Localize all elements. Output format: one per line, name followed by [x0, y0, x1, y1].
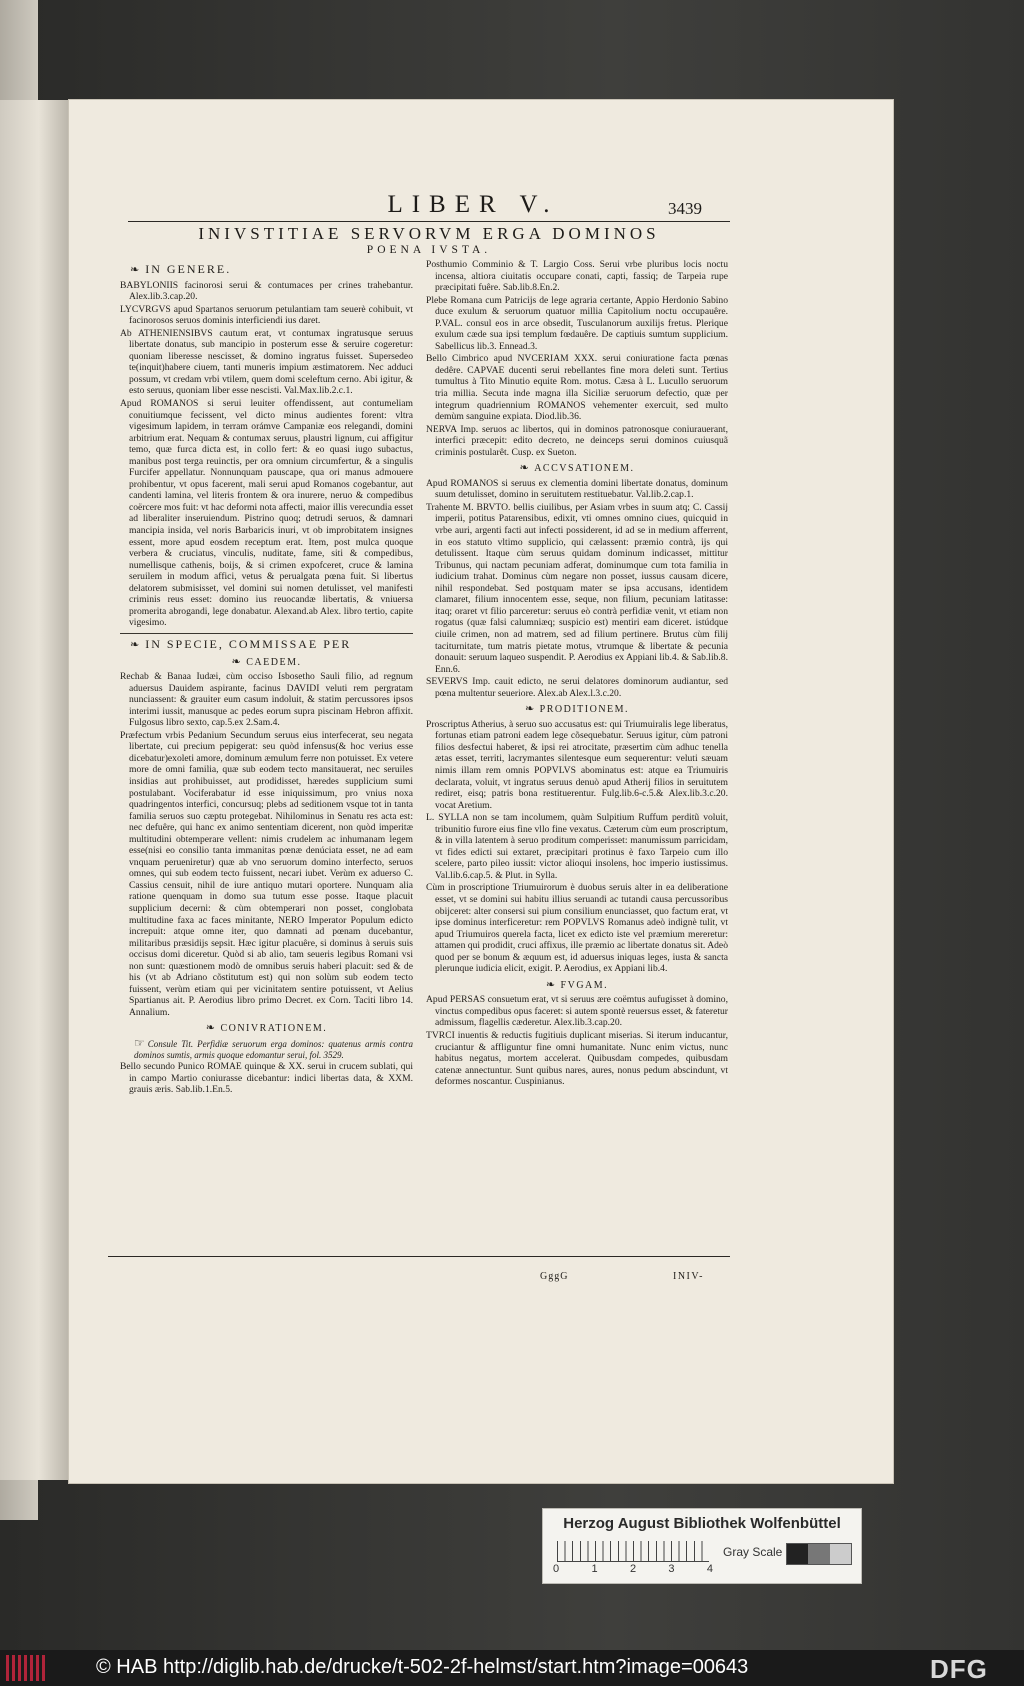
section-heading [120, 657, 413, 669]
running-title: LIBER V. [387, 191, 559, 218]
text-entry: Ab ATHENIENSIBVS cautum erat, vt contumax ingratusque seruus libertate donatus, sub mancipio in posterum esse & seruire cogeretur: quoniam liberesse nescisset, & domino ingratus fuisset. Supersedeo te(inquit)habere ciuem, tanti muneris impium æstimatorem. Nec adduci possum, vt credam vrbi vtilem, quem domi sceleftum cerno. Abi igitur, & esto seruus, quoniam liber esse nescisti. Val.Max.lib.2.c.1. [120, 327, 413, 397]
section-rule [120, 633, 413, 634]
header-rule [128, 221, 730, 222]
text-entry: Bello Cimbrico apud NVCERIAM XXX. serui coniuratione facta pœnas dedêre. CAPVAE ducenti serui rebellantes fine mora deleti sunt. Tertius tumultus à Tito Minutio equite Rom. motus. Cæsa à L. Lucullo seruorum tria millia. Secuta inde magna illa Siciliæ seruorum defectio, quæ per integrum quadriennium ROMANOS vehementer exercuit, sed multo demùm sanguine expiata. Diod.lib.36. [426, 353, 728, 423]
left-column [120, 259, 413, 1097]
text-entry: TVRCI inuentis & reductis fugitiuis duplicant miserias. Si iterum inducantur, cruciantur & affliguntur fine omni humanitate. Nunc enim victus, nunc habitus negatus, mortem accelerat. Quibusdam compedes, quibusdam catenæ annectuntur. Sunt quibus nares, aures, nonus pedum abscindunt, vt deformes noscantur. Cuspinianus. [426, 1030, 728, 1088]
text-entry: NERVA Imp. seruos ac libertos, qui in dominos patronosque coniurauerant, interfici præcepit: edito decreto, ne deinceps serui dominos cuiusquã criminis postularêt. Cusp. ex Sueton. [426, 423, 728, 458]
fleuron-icon: ❧ [519, 462, 531, 475]
gray-scale-swatches [786, 1543, 852, 1565]
cross-reference-text: Consule Tit. Perfidiæ seruorum erga dominos: quatenus armis contra dominos sumtis, armis quoque edomantur serui, fol. 3529. [134, 1039, 413, 1060]
scale-ruler [557, 1541, 709, 1562]
section-heading-text: IN SPECIE, COMMISSAE PER [145, 636, 352, 651]
ruler-number: 0 [553, 1563, 560, 1575]
section-heading [426, 980, 728, 992]
section-heading [426, 704, 728, 716]
gray-swatch-light [830, 1544, 851, 1564]
library-name: Herzog August Bibliothek Wolfenbüttel [563, 1515, 841, 1532]
ruler-numbers [553, 1563, 713, 1575]
text-entry: L. SYLLA non se tam incolumem, quàm Sulpitium Ruffum perditũ voluit, tribunitio furore eius fine vllo fine vexatus. Cæterum cùm eum proscriptum, & in villa latentem à seruo proditum comperisset: manumissum parricidam, vt fides edicti sui extaret, præcipitari protinus è faxo Tarpeio cum illo scelere, parto pileo iussit: victor alioqui insolens, hoc imperio iustissimus. Val.lib.6.cap.5. & Plut. in Sylla. [426, 812, 728, 881]
text-entry: Cùm in proscriptione Triumuirorum è duobus seruis alter in ea deliberatione esset, vt se domini sui habitu illius seruandi ac tutandi causa percussoribus obijceret: alter consersi sui pium consilium enunciasset, quo factum erat, vt ipse dominus interficeretur: rem POPVLVS Romanus adeò indignè tulit, vt apud Triumuiros querela facta, licet ex edicto iste vel præmium mereretur: attamen qui prodidit, cruci affixus, ille præmio ac libertate donatus sit. Adeò quod per se bonum & æquum est, id aduersus iniquas leges, iusta & sancta plerunque iudicia elicit, exigit. P. Aerodius, ex Appiani lib.4. [426, 882, 728, 975]
signature-mark: GggG [540, 1271, 569, 1282]
text-entry: SEVERVS Imp. cauit edicto, ne serui delatores dominorum audiantur, sed pœna multentur seueriore. Alex.ab Alex.l.3.c.20. [426, 676, 728, 699]
gray-swatch-dark [787, 1544, 808, 1564]
text-entry: Apud ROMANOS si seruus ex clementia domini libertate donatus, dominum suum detulisset, domino in seruitutem restituebatur. Val.lib.2.cap.1. [426, 477, 728, 501]
fleuron-icon: ❧ [524, 703, 536, 716]
viewer-footer [0, 1650, 1024, 1686]
text-entry: Rechab & Banaa Iudæi, cùm occiso Isbosetho Sauli filio, ad regnum aduersus Dauidem aspirante, facinus DAVIDI veluti rem pergratam nunciassent: & grauiter eum casum indoluit, & statim percussores ipsos interimi iussit, manusque ac pedes eorum supra piscinam Hebron affixit. Fulgosus libro sexto, cap.5.ex 2.Sam.4. [120, 671, 413, 729]
book-page [68, 99, 894, 1484]
section-heading-text: IN GENERE. [145, 262, 232, 276]
fleuron-icon: ❧ [130, 638, 142, 651]
ruler-number: 1 [591, 1563, 598, 1575]
ruler-number: 2 [629, 1563, 637, 1575]
section-heading [426, 463, 728, 475]
ruler-number: 3 [668, 1563, 675, 1575]
footer-rule [108, 1256, 730, 1257]
section-heading-text: FVGAM. [560, 979, 609, 991]
pointing-hand-icon: ☞ [134, 1036, 145, 1050]
gray-swatch-mid [808, 1544, 829, 1564]
chapter-subtitle: POENA IVSTA. [366, 244, 492, 256]
text-entry: Posthumio Comminio & T. Largio Coss. Serui vrbe pluribus locis noctu incensa, altiora ciuitatis occupare conati, capti, fassiq; de Tarpeia rupe præcipitati fuêre. Sab.lib.8.En.2. [426, 259, 728, 294]
section-heading-text: PRODITIONEM. [539, 704, 630, 716]
fleuron-icon: ❧ [130, 264, 142, 276]
text-entry: Apud PERSAS consuetum erat, vt si seruus ære coëmtus aufugisset à domino, vinctus compedibus opus faceret: si autem spontè reuersus esset, & fateretur admissum, flagellis cæderetur. Alex.lib.3.cap.20. [426, 994, 728, 1029]
text-entry: Plebe Romana cum Patricijs de lege agraria certante, Appio Herdonio Sabino duce exulum & seruorum quatuor millia Capitolium noctu occupauêre. P.VAL. consul eos in arce obsedit, Tusculanorum auxilijs fretus. Plerique exulum cæde sua ipsi templum fœdauêre. De captiuis sumtum supplicium. Sabellicus lib.3. Ennead.3. [426, 294, 728, 352]
catchword: INIV- [673, 1271, 705, 1282]
gray-scale-label: Gray Scale [723, 1545, 783, 1559]
text-entry: BABYLONIIS facinorosi serui & contumaces per crines trahebantur. Alex.lib.3.cap.20. [120, 279, 413, 303]
text-entry: Præfectum vrbis Pedanium Secundum seruus eius interfecerat, seu negata libertate, cui precium pepigerat: seu quòd infensus(& hoc verius esse dicebatur)exoleti amore, dominum æmulum ferre non potuisset. Ex vetere more de omni familia, quæ sub eodem tecto mansitauerat, nec seruiles insidias aut prohibuisset, aut prodidisset, hæredes supplicium sumi postulabant. Vociferabatur id esse iniquissimum, pro vnius noxa quadringentos interfici, concursuq; plebs ad seditionem vsque tot in tanta familia seruos suo cæptu protegebat. Nihilominus in Senatu res acta est: nec defuêre, qui hanc ex animo sententiam dicerent, non quòd imperitæ multitudini obtemperare vellent: nimis crudelem ac inhumanam legem esse(nisi eo consilio tanta immanitas pœnæ denúciata esset, ne ad eam vnquam perueniretur) quæ ab vno seruorum domino interfecto, seruos omnes, qui sub eodem tecto fuissent, necari iubet. Verùm ex aduerso C. Cassius censuit, nihil de iure antiquo mutari oportere. Nunquam alia ratione quenquam in domo sua tutum esse posse. Itaque placuit supplicium decerni: & cùm obtemperari non posset, conglobata multitudine faxa ac faces minitante, NERO Imperator Populum edicto increpuit: atque omne iter, quo damnati ad pœnam ducebantur, militaribus præsidijs sepsit. Hæc igitur placuêre, si dominus à seruis suis occisus domi diceretur. Quòd si ab alio, tam seueris legibus Romani vsi non sunt: quæstionem modò de omnibus seruis haberi placuit: sed & de his (vt ab Adriano cõstitutum est) qui non solùm sub eodem tecto fuissent, verùm etiam qui per vicinitatem sentire potuissent, vt Aelius Spartianus ait. P. Aerodius libro primo Decret. ex Corn. Taciti libro 14. Annalium. [120, 729, 413, 1018]
dfg-logo[interactable]: DFG [930, 1654, 988, 1684]
text-entry: Proscriptus Atherius, à seruo suo accusatus est: qui Triumuiralis lege liberatus, fortunas etiam patroni eadem lege cõsequebatur. Seruus igitur, cùm patroni filios desfectui haberet, & ipsi rei atrocitate, præsertim cùm adhuc tenella ætas esset, territi, lacrymantes silentesque eum sequerentur: veluti sæuam nimis illam rem omnis POPVLVS abominatus est: atque ea Triumuiris declarata, voluit, vt ingratus seruus denuò apud Atherij filios in seruitutem rediret, eisq; patris bona restituerentur. Fulg.lib.6-c.5.& Alex.lib.3.c.20. vocat Aretium. [426, 718, 728, 811]
fleuron-icon: ❧ [231, 655, 243, 668]
section-heading-text: ACCVSATIONEM. [534, 463, 635, 475]
text-entry: Apud ROMANOS si serui leuiter offendissent, aut contumeliam conuitiumque fecissent, vel dicto minus audientes forent: vltra vigesimum lapidem, in terram orámve Campaniæ eos relegandi, domini arbitrium erat. Nequam & contumax seruus, plaustri lignum, cui affigitur temo, quæ furca dicta est, in collo fert: & eo quasi iugo subactus, manibus post terga reuinctis, per ora omnium circumfertur, & a singulis Furcifer appellatur. Nonnunquam pauscape, qua ori manus admouere prohibentur, vt opus facerent, mali serui apud Romanos cogebantur, aut candenti lamina, vel literis frontem & ora inurere, neruo & compedibus coërcere mos fuit: vt hac deformi nota affecti, maior illis verecundia esset ad liberaliter inseruiendum. Pistrino quoq; detrudi seruos, & damnari mancipia insida, vel noris Barbaricis inuri, vt ob improbitatem insignes essent, more apud eosdem receptum erat. Item, post mulca quoque verbera & cruciatus, vinculis, nuditate, fame, siti & compedibus, numellisque cathenis, boijs, & si crimen expofceret, cruce & lamina seruilem in modum affici, vetus & perualgata pœna fuit. Si libertus delatorem submisisset, vel domini sui nomen detulisset, vel manifesti criminis reus esset: domino ius reuocandæ libertatis, & vniuersa promerita abrogandi, lege donabatur. Alexand.ab Alex. libro tertio, capite vigesimo. [120, 398, 413, 629]
text-entry: Trahente M. BRVTO. bellis ciuilibus, per Asiam vrbes in suum atq; C. Cassij imperii, potitus Patarensibus, edixit, vti omnes omnino ciues, quicquid in vrbe auri, argenti facti aut infecti possiderent, id ad se in medium afferrent, in eos statuto vltimo supplicio, qui cælassent: præmio contrà, ijs qui detulissent. Itaque cùm seruus quidam dominum indicasset, mittitur Tribunus, qui nactam pecuniam adferat, dominumque cum tota familia in iudicium trahat. Dominus cùm negare non posset, iussus causam dicere, nihil respondebat. Sed postquam mater se ipsa accusans, identidem clamaret, filium innocentem esse, seque, non filium, pecuniam latitasse: itaq; oraret vt filio parceretur: seruus eò contrà perfidiæ venit, vt etiam non rogatus (quæ falsi calumniæq; suspicio est) mentiri eam diceret. istúdque ciuile crimen, non ad matrem, sed ad filium pertinere. Brutus cùm filij taciturnitate, tum matris pietate motus, vtrumque & libertate & pecunia donauit: seruum laqueo suspendit. P. Aerodius ex Appiani lib.4. & Sab.lib.8. Enn.6. [426, 501, 728, 675]
section-heading [120, 636, 413, 652]
previous-page [0, 100, 70, 1480]
chapter-title: INIVSTITIAE SERVORVM ERGA DOMINOS [198, 224, 660, 243]
fleuron-icon: ❧ [205, 1022, 217, 1035]
cross-reference [120, 1038, 413, 1060]
right-column [426, 259, 728, 1089]
library-label-card [542, 1508, 862, 1584]
fleuron-icon: ❧ [545, 978, 557, 991]
section-heading-text: CONIVRATIONEM. [220, 1023, 328, 1035]
section-heading [120, 1023, 413, 1035]
text-entry: LYCVRGVS apud Spartanos seruorum petulantiam tam seuerè cohibuit, vt facinorosos seruos dominis interficiendi ius daret. [120, 303, 413, 327]
hab-logo-icon[interactable] [6, 1655, 46, 1681]
section-heading [120, 264, 413, 277]
text-entry: Bello secundo Punico ROMAE quinque & XX. serui in crucem sublati, qui in campo Martio coniurasse dicebantur: indici libertas data, & XXM. grauis æris. Sab.lib.1.En.5. [120, 1061, 413, 1096]
section-heading-text: CAEDEM. [246, 656, 302, 668]
page-number: 3439 [668, 199, 702, 218]
source-link[interactable]: © HAB http://diglib.hab.de/drucke/t-502-2f-helmst/start.htm?image=00643 [96, 1656, 749, 1678]
ruler-number: 4 [706, 1563, 713, 1575]
